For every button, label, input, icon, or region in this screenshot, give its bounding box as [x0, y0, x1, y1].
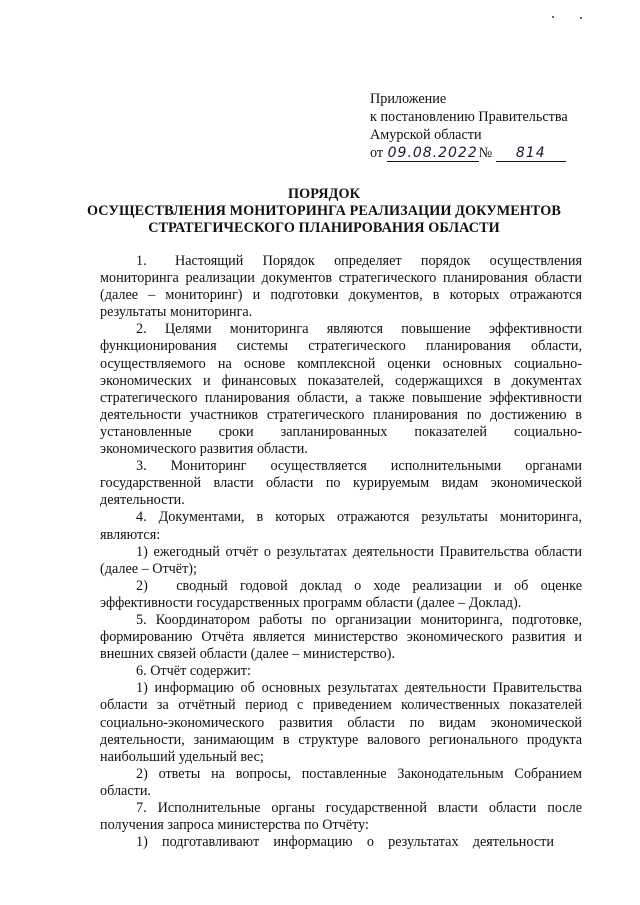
- number-label: №: [478, 145, 493, 161]
- title-line: ПОРЯДОК: [287, 186, 361, 202]
- paragraph: 6. Отчёт содержит:: [136, 663, 251, 680]
- paragraph: 1. Настоящий Порядок определяет порядок осуществления мониторинга реализации документов стратегического планирования области (далее – мониторинг) и подготовки документов, в которых отражаются результаты мониторинга.: [100, 253, 582, 321]
- scan-speck: [552, 16, 554, 18]
- paragraph: 4. Документами, в которых отражаются результаты мониторинга, являются:: [100, 509, 582, 543]
- document-body: [100, 253, 582, 851]
- appendix-line: Амурской области: [370, 127, 482, 143]
- scan-speck: [580, 17, 582, 19]
- paragraph: 7. Исполнительные органы государственной власти области после получения запроса министерства по Отчёту:: [100, 800, 582, 834]
- paragraph: 2. Целями мониторинга являются повышение эффективности функционирования системы стратегического планирования области, осуществляемого на основе комплексной оценки основных социально-экономических и финансовых показателей, содержащихся в документах стратегического планирования области, а также повышение эффективности деятельности участников стратегического планирования по достижению в установленные сроки запланированных показателей социально-экономического развития области.: [100, 321, 582, 458]
- paragraph: 5. Координатором работы по организации мониторинга, подготовке, формированию Отчёта является министерство экономического развития и внешних связей области (далее – министерство).: [100, 611, 582, 663]
- appendix-line: к постановлению Правительства: [370, 109, 568, 125]
- paragraph: 3. Мониторинг осуществляется исполнительными органами государственной власти области по курируемым видам экономической деятельности.: [100, 458, 582, 509]
- paragraph: 1) информацию об основных результатах деятельности Правительства области за отчётный период с приведением количественных показателей социально-экономического развития области по видам экономической деятельности, занимающим в структуре валового регионального продукта наибольший удельный вес;: [100, 680, 582, 765]
- appendix-block: [370, 90, 610, 162]
- paragraph: 2) ответы на вопросы, поставленные Законодательным Собранием области.: [100, 765, 582, 799]
- title-line: СТРАТЕГИЧЕСКОГО ПЛАНИРОВАНИЯ ОБЛАСТИ: [148, 220, 500, 236]
- appendix-line: Приложение: [370, 91, 447, 107]
- document-title: [60, 186, 588, 237]
- title-line: ОСУЩЕСТВЛЕНИЯ МОНИТОРИНГА РЕАЛИЗАЦИИ ДОКУМЕНТОВ: [86, 203, 561, 219]
- handwritten-number: 814: [496, 145, 566, 162]
- handwritten-date: 09.08.2022: [387, 145, 478, 161]
- appendix-date-number-line: [370, 144, 610, 162]
- from-label: от: [370, 145, 384, 161]
- paragraph: 1) ежегодный отчёт о результатах деятельности Правительства области (далее – Отчёт);: [100, 543, 582, 577]
- paragraph: 1) подготавливают информацию о результатах деятельности: [136, 834, 554, 851]
- paragraph: 2) сводный годовой доклад о ходе реализации и об оценке эффективности государственных программ области (далее – Доклад).: [100, 577, 582, 611]
